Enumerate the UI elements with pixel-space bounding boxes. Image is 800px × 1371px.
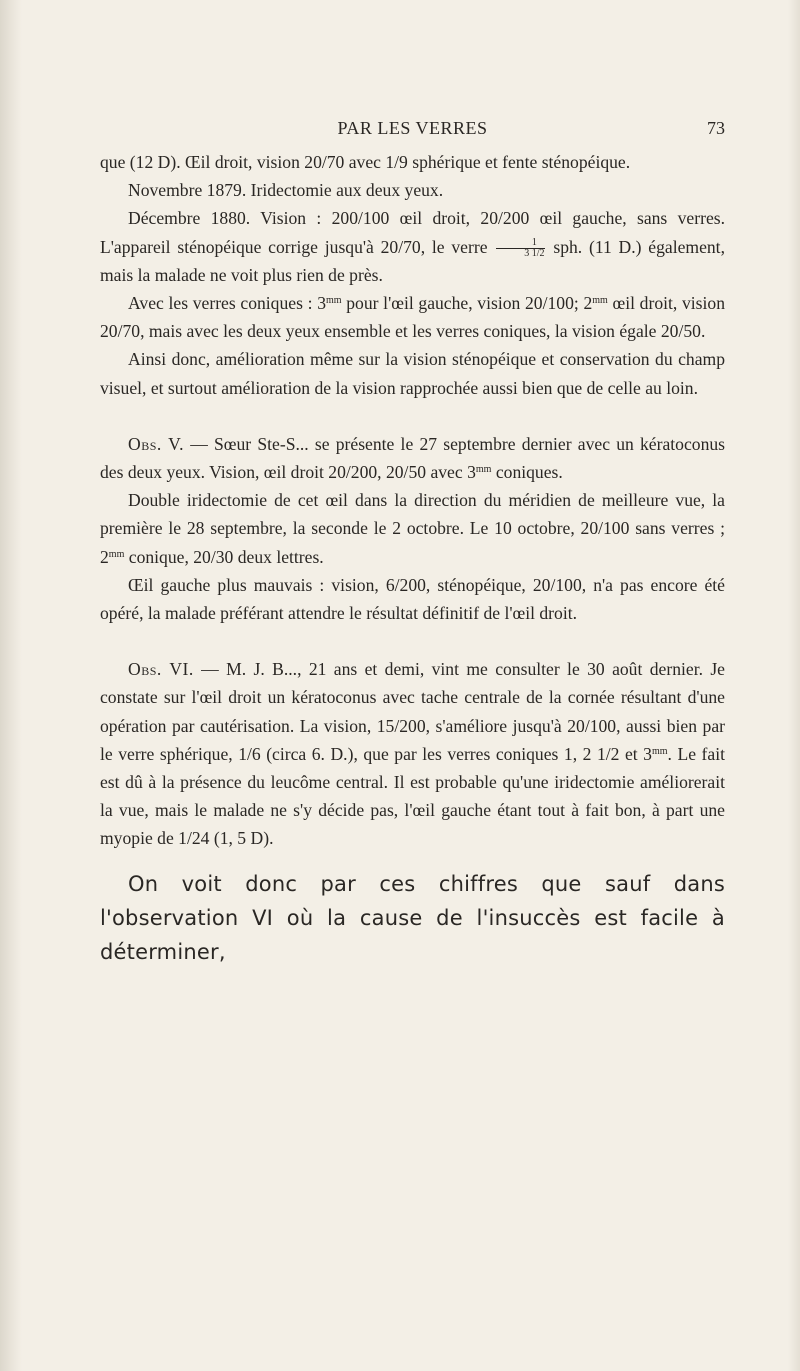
observation-label: Obs. V.: [128, 433, 185, 454]
text-run: Décembre 1880. Vision : 200/100 œil droit, 20/200 œil gauche, sans verres. L'appareil sténopéique corrige jusqu'à 20/70, le verre: [100, 208, 725, 257]
unit-superscript: mm: [651, 745, 668, 757]
closing-paragraph: On voit donc par ces chiffres que sauf dans l'observation VI où la cause de l'insuccès est facile à déterminer,: [100, 871, 725, 964]
observation-label: Obs. VI.: [128, 659, 194, 680]
fraction-numerator: 1: [496, 238, 544, 249]
text-run: Double iridectomie de cet œil dans la direction du méridien de meilleure vue, la première le 28 septembre, la seconde le 2 octobre. Le 10 octobre, 20/100 sans verres ; 2: [100, 490, 725, 567]
page-edge-right: [788, 0, 800, 1371]
text-run: — M. J. B..., 21 ans et demi, vint me consulter le 30 août dernier. Je constate sur l'œil droit un kératoconus avec tache centrale de la cornée résultant d'une opération par cautérisation. La vision, 15/200, s'améliore jusqu'à 20/100, aussi bien par le verre sphérique, 1/6 (circa 6. D.), que par les verres coniques 1, 2 1/2 et 3: [100, 659, 725, 764]
section-gap: [100, 402, 725, 430]
text-run: œil droit, vision 20/70, mais avec les deux yeux ensemble et les verres coniques, la vision égale 20/50.: [100, 293, 726, 342]
text-run: conique, 20/30 deux lettres.: [124, 546, 324, 567]
paragraph-november-1879: Novembre 1879. Iridectomie aux deux yeux.: [128, 180, 444, 201]
paragraph-conic-lenses: [100, 289, 725, 345]
text-run: — Sœur Ste-S... se présente le 27 septembre dernier avec un kératoconus des deux yeux. Vision, œil droit 20/200, 20/50 avec 3: [100, 433, 726, 483]
text-run: sph. (11 D.) également, mais la malade ne voit plus rien de près.: [100, 236, 725, 285]
section-gap: [100, 627, 725, 655]
fraction: [496, 238, 544, 259]
unit-superscript: mm: [475, 464, 492, 476]
paragraph-december-1880: [100, 204, 725, 289]
text-run: coniques.: [491, 462, 563, 483]
text-run: que (12 D). Œil droit, vision 20/70 avec 1/9 sphérique et fente sténopéique.: [100, 152, 631, 172]
text-run: pour l'œil gauche, vision 20/100; 2: [341, 293, 593, 314]
observation-5: [100, 430, 725, 486]
body-text: [100, 148, 725, 969]
paragraph-left-eye: Œil gauche plus mauvais : vision, 6/200, sténopéique, 20/100, n'a pas encore été opéré, la malade préférant attendre le résultat définitif de l'œil droit.: [100, 574, 725, 624]
paragraph-continuation: [100, 148, 725, 176]
unit-superscript: mm: [108, 548, 125, 560]
page-header: [100, 118, 725, 142]
page-number: 73: [707, 118, 725, 138]
observation-6: [100, 655, 725, 852]
fraction-denominator: 3 1/2: [524, 247, 545, 259]
text-run: Avec les verres coniques : 3: [128, 293, 326, 314]
unit-superscript: mm: [326, 295, 342, 307]
page-edge-shadow: [0, 0, 22, 1371]
paragraph-conclusion: Ainsi donc, amélioration même sur la vision sténopéique et conservation du champ visuel, et surtout amélioration de la vision rapprochée aussi bien que de celle au loin.: [100, 349, 725, 398]
paragraph-double-iridectomy: [100, 486, 725, 571]
text-run: . Le fait est dû à la présence du leucôme central. Il est probable qu'une iridectomie améliorerait la vue, mais le malade ne s'y décide pas, l'œil gauche étant tout à fait bon, à part une myopie de 1/24 (1, 5 D).: [100, 743, 725, 849]
running-title: PAR LES VERRES: [337, 118, 488, 138]
unit-superscript: mm: [592, 295, 608, 307]
